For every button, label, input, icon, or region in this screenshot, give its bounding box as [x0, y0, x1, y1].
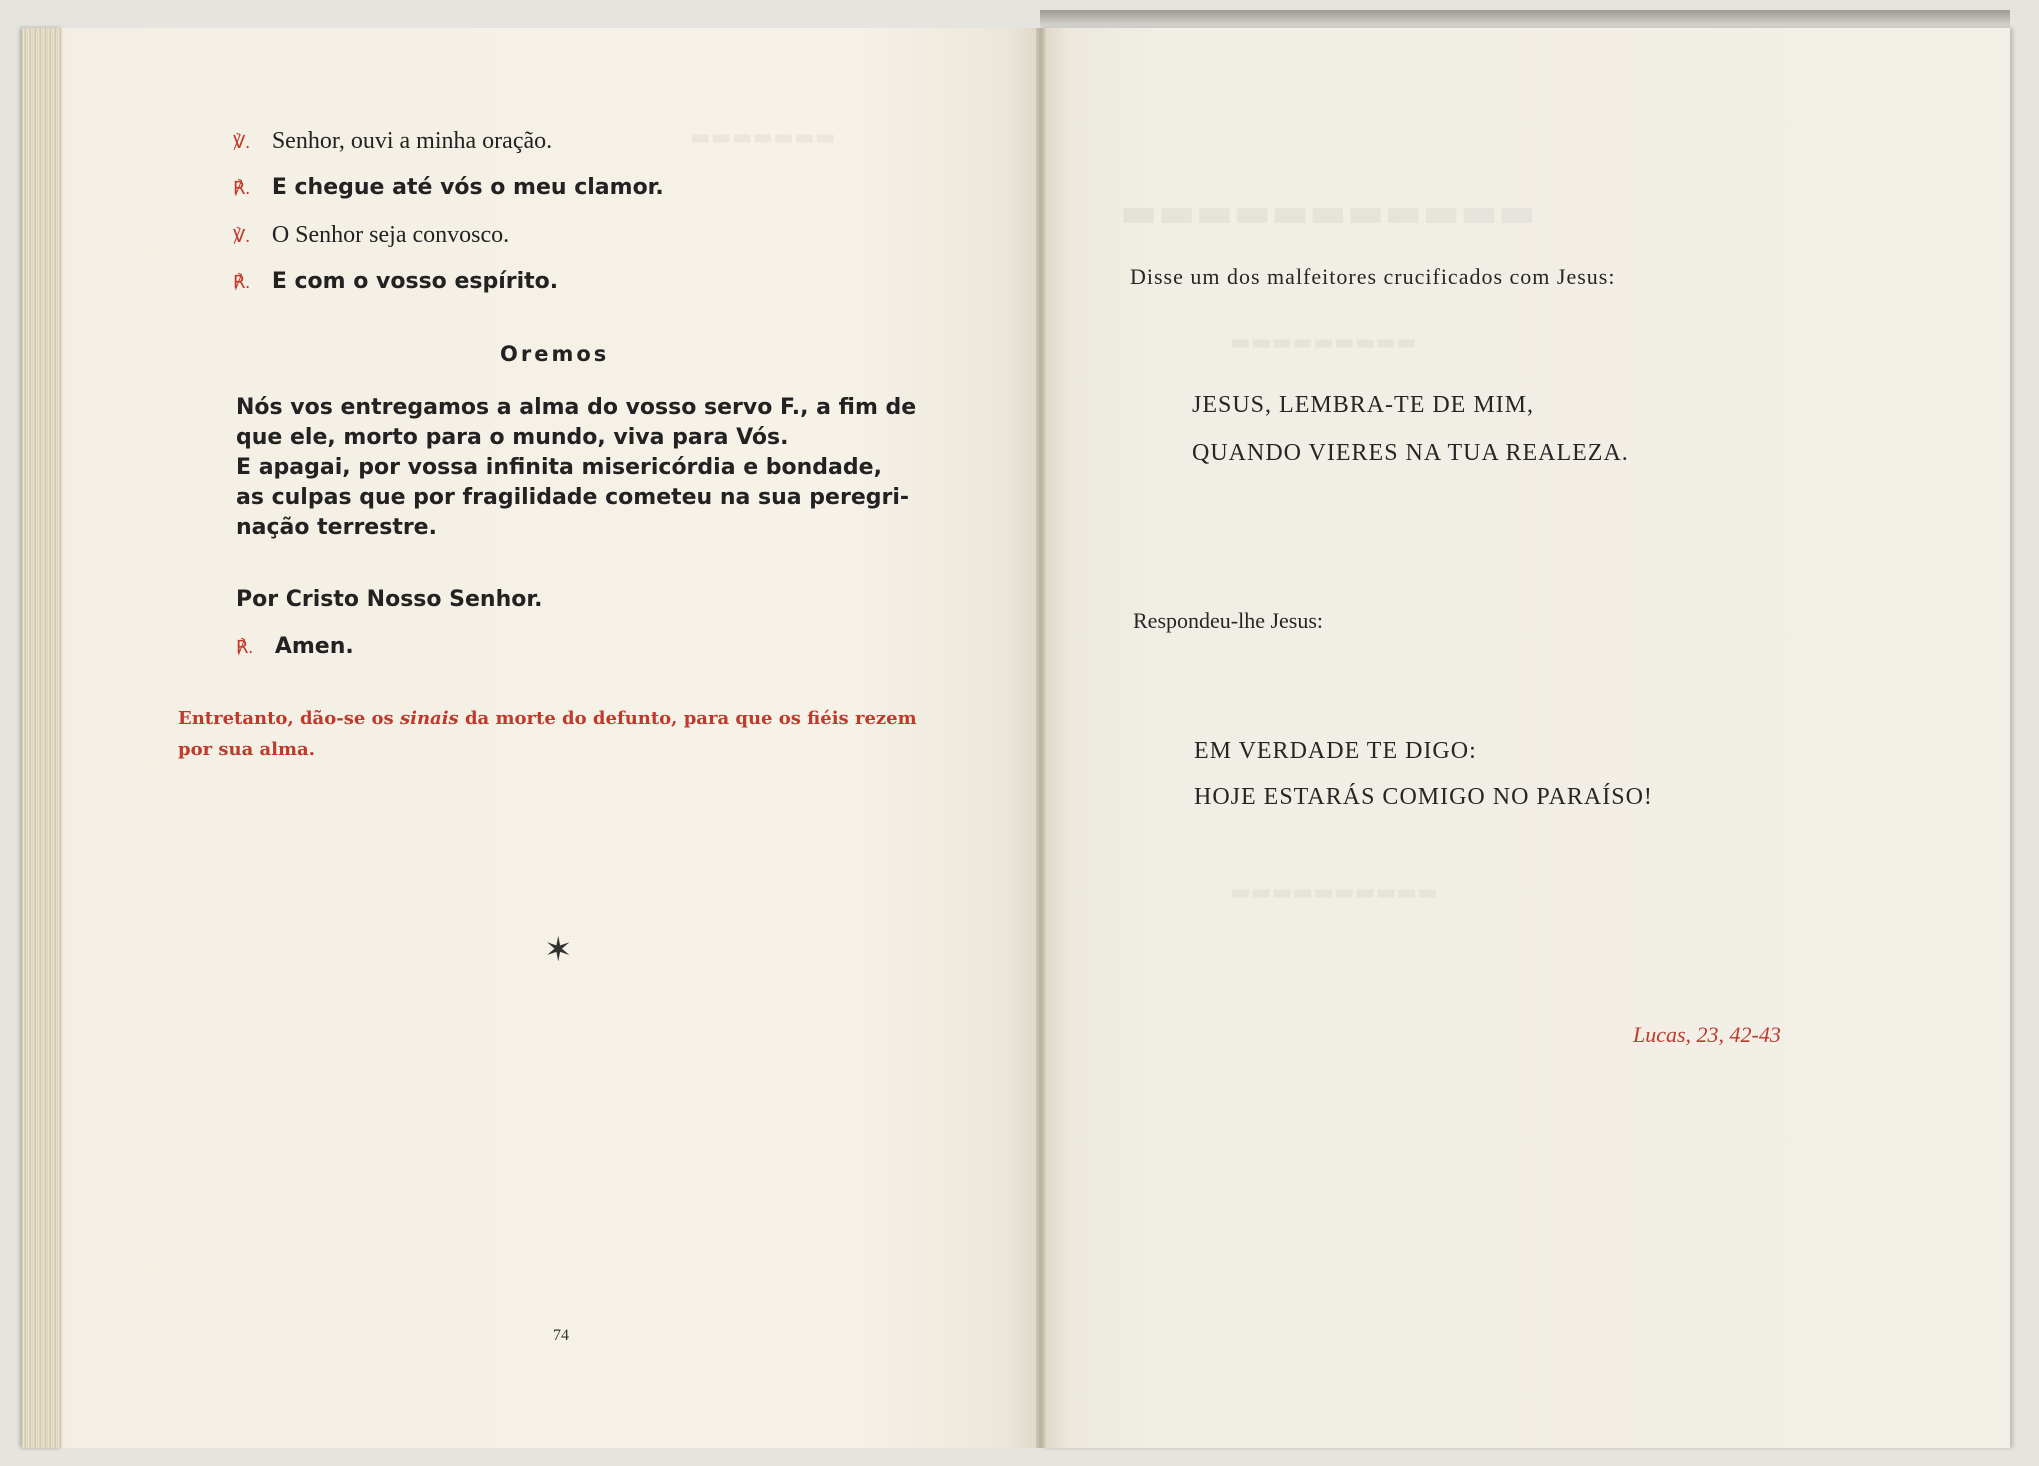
right-page: [1040, 28, 2010, 1448]
quote-line: JESUS, LEMBRA-TE DE MIM,: [1192, 392, 1535, 418]
versicle-line: [233, 222, 509, 249]
prayer-line: que ele, morto para o mundo, viva para Vós.: [236, 425, 789, 450]
response-line: [233, 269, 558, 294]
bleed-through: [1230, 880, 1438, 905]
quote-line: HOJE ESTARÁS COMIGO NO PARAÍSO!: [1194, 784, 1653, 810]
versicle-line: [233, 128, 552, 155]
amen-line: [236, 634, 354, 659]
response-mark: ℟.: [233, 272, 250, 292]
prayer-heading: Oremos: [500, 342, 610, 366]
response-text: E com o vosso espírito.: [271, 269, 559, 294]
bleed-through: [690, 125, 836, 150]
rubric-note: [178, 703, 917, 765]
prayer-line: Nós vos entregamos a alma do vosso servo F., a fim de: [236, 395, 917, 420]
book-gutter: [1036, 28, 1046, 1448]
rubric-line: [178, 703, 917, 734]
prayer-line: E apagai, por vossa infinita misericórdia e bondade,: [236, 455, 882, 480]
versicle-text: Senhor, ouvi a minha oração.: [271, 128, 553, 154]
quote-line: QUANDO VIERES NA TUA REALEZA.: [1192, 440, 1629, 466]
versicle-mark: ℣.: [233, 226, 250, 246]
prayer-paragraph: [236, 393, 916, 543]
scripture-citation: Lucas, 23, 42-43: [1633, 1022, 1781, 1047]
page-number: 74: [553, 1327, 569, 1344]
bleed-through: [1230, 330, 1417, 355]
rubric-italic: sinais: [399, 708, 459, 729]
rubric-text: Entretanto, dão-se os: [178, 708, 394, 729]
prayer-line: nação terrestre.: [236, 515, 437, 540]
response-text: E chegue até vós o meu clamor.: [271, 175, 664, 200]
bleed-through: [1120, 190, 1536, 236]
response-line: [233, 175, 664, 200]
star-ornament-icon: ✶: [544, 932, 573, 969]
quote-line: EM VERDADE TE DIGO:: [1194, 738, 1477, 764]
rubric-line: por sua alma.: [178, 739, 315, 760]
versicle-text: O Senhor seja convosco.: [271, 222, 510, 248]
prayer-closing: Por Cristo Nosso Senhor.: [236, 587, 543, 612]
rubric-text: da morte do defunto, para que os fiéis rezem: [464, 708, 917, 729]
response-mark: ℟.: [236, 637, 253, 657]
narrative-response: Respondeu-lhe Jesus:: [1133, 608, 1324, 633]
response-mark: ℟.: [233, 178, 250, 198]
amen-text: Amen.: [274, 634, 354, 659]
prayer-line: as culpas que por fragilidade cometeu na sua peregri-: [236, 485, 910, 510]
versicle-mark: ℣.: [233, 132, 250, 152]
page-edges: [22, 28, 62, 1448]
narrative-intro: Disse um dos malfeitores crucificados com Jesus:: [1130, 264, 1616, 289]
page-shadow: [1040, 10, 2010, 30]
